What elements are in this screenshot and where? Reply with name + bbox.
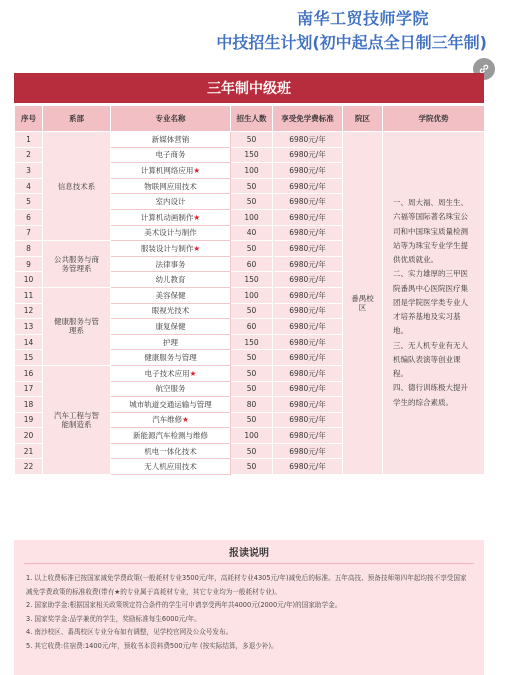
row-number: 17	[15, 381, 43, 397]
row-number: 6	[15, 209, 43, 225]
enrollment-count: 100	[231, 428, 273, 444]
major-cell	[111, 225, 231, 241]
row-number: 11	[15, 287, 43, 303]
row-number: 16	[15, 365, 43, 381]
major-cell	[111, 147, 231, 163]
row-number: 15	[15, 350, 43, 366]
enrollment-count: 50	[231, 443, 273, 459]
note-item: 2. 国家助学金:根据国家相关政策规定符合条件的学生可申请享受两年共4000元(2000元/年)的国家助学金。	[26, 601, 342, 609]
major-name: 无人机应用技术	[144, 462, 197, 472]
row-number: 4	[15, 178, 43, 194]
major-cell	[111, 397, 231, 413]
row-number: 14	[15, 334, 43, 350]
major-name: 汽车维修	[152, 415, 183, 425]
notes-panel	[14, 540, 484, 675]
column-header: 系部	[43, 106, 111, 132]
fee-cell: 6980元/年	[273, 365, 343, 381]
row-number: 13	[15, 319, 43, 335]
row-number: 9	[15, 256, 43, 272]
fee-cell: 6980元/年	[273, 334, 343, 350]
column-header: 院区	[343, 106, 383, 132]
major-name: 健康服务与管理	[144, 353, 197, 363]
notes-title: 报读说明	[24, 540, 474, 564]
school-title: 南华工贸技师学院	[296, 9, 429, 28]
department-cell: 公共服务与商务管理系	[43, 241, 111, 288]
fee-cell: 6980元/年	[273, 443, 343, 459]
enrollment-count: 100	[231, 287, 273, 303]
column-header: 学院优势	[383, 106, 485, 132]
table-header-row	[15, 106, 485, 132]
enrollment-count: 50	[231, 365, 273, 381]
major-cell	[111, 334, 231, 350]
fee-cell: 6980元/年	[273, 225, 343, 241]
advantage-paragraph: 四、德行训练极大提升学生的综合素质。	[393, 383, 468, 407]
row-number: 18	[15, 397, 43, 413]
enrollment-count: 50	[231, 381, 273, 397]
high-consumable-star-icon: ★	[193, 165, 201, 175]
fee-cell: 6980元/年	[273, 303, 343, 319]
enrollment-count: 50	[231, 412, 273, 428]
major-name: 眼视光技术	[151, 306, 190, 316]
enrollment-count: 50	[231, 459, 273, 475]
enrollment-count: 100	[231, 163, 273, 179]
fee-cell: 6980元/年	[273, 132, 343, 148]
major-name: 美容保健	[155, 290, 186, 300]
campus-cell: 番禺校区	[343, 132, 383, 475]
major-cell	[111, 303, 231, 319]
major-name: 新媒体营销	[151, 134, 190, 144]
major-name: 机电一体化技术	[144, 446, 197, 456]
fee-cell: 6980元/年	[273, 194, 343, 210]
major-name: 护理	[163, 337, 178, 347]
major-cell	[111, 272, 231, 288]
major-cell	[111, 163, 231, 179]
major-cell	[111, 350, 231, 366]
advantages-cell	[383, 132, 485, 475]
major-name: 航空服务	[155, 384, 186, 394]
fee-cell: 6980元/年	[273, 459, 343, 475]
column-header: 序号	[15, 106, 43, 132]
department-cell: 信息技术系	[43, 132, 111, 241]
row-number: 2	[15, 147, 43, 163]
row-number: 10	[15, 272, 43, 288]
fee-cell: 6980元/年	[273, 163, 343, 179]
plan-title: 中技招生计划(初中起点全日制三年制)	[216, 33, 487, 52]
row-number: 8	[15, 241, 43, 257]
high-consumable-star-icon: ★	[193, 212, 201, 222]
enrollment-count: 50	[231, 178, 273, 194]
major-name: 法律事务	[155, 259, 186, 269]
class-band-title: 三年制中级班	[14, 73, 484, 103]
major-cell	[111, 428, 231, 444]
column-header: 享受免学费标准	[273, 106, 343, 132]
major-name: 幼儿教育	[155, 275, 186, 285]
department-cell: 汽车工程与智能制造系	[43, 365, 111, 474]
fee-cell: 6980元/年	[273, 319, 343, 335]
major-name: 城市轨道交通运输与管理	[129, 399, 212, 409]
major-name: 室内设计	[155, 197, 186, 207]
major-cell	[111, 319, 231, 335]
row-number: 1	[15, 132, 43, 148]
enrollment-count: 60	[231, 319, 273, 335]
fee-cell: 6980元/年	[273, 147, 343, 163]
enrollment-count: 50	[231, 194, 273, 210]
enrollment-count: 150	[231, 334, 273, 350]
major-cell	[111, 241, 231, 257]
fee-cell: 6980元/年	[273, 397, 343, 413]
advantage-paragraph: 三、无人机专业有无人机编队表演等创业课程。	[393, 340, 468, 379]
major-cell	[111, 256, 231, 272]
column-header: 招生人数	[231, 106, 273, 132]
enrollment-count: 150	[231, 147, 273, 163]
fee-cell: 6980元/年	[273, 209, 343, 225]
high-consumable-star-icon: ★	[193, 243, 201, 253]
advantage-paragraph: 二、实力雄厚的三甲医院番禺中心医院医疗集团是学院医学类专业人才培养基地及实习基地。	[393, 269, 468, 336]
major-cell	[111, 365, 231, 381]
row-number: 19	[15, 412, 43, 428]
advantage-paragraph: 一、周大福、周生生、六福等国际著名珠宝公司和中国珠宝质量检测站等为珠宝专业学生提供优质就业。	[393, 198, 468, 265]
row-number: 20	[15, 428, 43, 444]
enrollment-count: 150	[231, 272, 273, 288]
enrollment-table	[14, 105, 485, 475]
major-name: 新能源汽车检测与维修	[133, 431, 208, 441]
enrollment-count: 50	[231, 241, 273, 257]
major-name: 电子商务	[155, 150, 186, 160]
row-number: 21	[15, 443, 43, 459]
major-cell	[111, 443, 231, 459]
major-cell	[111, 178, 231, 194]
fee-cell: 6980元/年	[273, 241, 343, 257]
enrollment-count: 80	[231, 397, 273, 413]
major-cell	[111, 459, 231, 475]
major-name: 美术设计与制作	[144, 228, 197, 238]
fee-cell: 6980元/年	[273, 272, 343, 288]
enrollment-count: 100	[231, 209, 273, 225]
major-name: 计算机网络应用	[140, 165, 194, 175]
enrollment-count: 50	[231, 303, 273, 319]
enrollment-count: 40	[231, 225, 273, 241]
fee-cell: 6980元/年	[273, 350, 343, 366]
note-item: 1. 以上收费标准已按国家减免学费政策(一般耗材专业3500元/年，高耗材专业4305元/年)减免后的标准。五年高技、预备技师第四年起均按不享受国家减免学费政策的标准收费(带有★的专业属于高耗材专业，其它专业均为一般耗材专业)。	[26, 574, 467, 596]
major-name: 计算机动画制作	[140, 212, 194, 222]
department-cell: 健康服务与管理系	[43, 287, 111, 365]
column-header: 专业名称	[111, 106, 231, 132]
major-name: 物联网应用技术	[144, 181, 197, 191]
fee-cell: 6980元/年	[273, 256, 343, 272]
notes-list	[14, 564, 484, 653]
row-number: 5	[15, 194, 43, 210]
row-number: 12	[15, 303, 43, 319]
enrollment-count: 50	[231, 350, 273, 366]
row-number: 7	[15, 225, 43, 241]
major-cell	[111, 412, 231, 428]
note-item: 5. 其它收费:住宿费:1400元/年，预收书本资料费500元/年 (按实际结算，多退少补)。	[26, 641, 278, 650]
fee-cell: 6980元/年	[273, 287, 343, 303]
major-cell	[111, 287, 231, 303]
major-name: 电子技术应用	[144, 368, 190, 378]
major-name: 康复保健	[155, 321, 186, 331]
major-cell	[111, 381, 231, 397]
fee-cell: 6980元/年	[273, 178, 343, 194]
major-cell	[111, 194, 231, 210]
enrollment-count: 60	[231, 256, 273, 272]
high-consumable-star-icon: ★	[189, 368, 197, 378]
major-cell	[111, 209, 231, 225]
table-row	[15, 132, 485, 148]
note-item: 3. 国家奖学金:品学兼优的学生，奖励标准每生6000元/年。	[26, 614, 201, 623]
major-name: 服装设计与制作	[140, 243, 194, 253]
enrollment-count: 50	[231, 132, 273, 148]
high-consumable-star-icon: ★	[182, 415, 189, 425]
row-number: 22	[15, 459, 43, 475]
major-cell	[111, 132, 231, 148]
row-number: 3	[15, 163, 43, 179]
fee-cell: 6980元/年	[273, 412, 343, 428]
note-item: 4. 南沙校区、番禺校区专业分布如有调整，见学校官网及公众号发布。	[26, 628, 233, 636]
fee-cell: 6980元/年	[273, 428, 343, 444]
fee-cell: 6980元/年	[273, 381, 343, 397]
